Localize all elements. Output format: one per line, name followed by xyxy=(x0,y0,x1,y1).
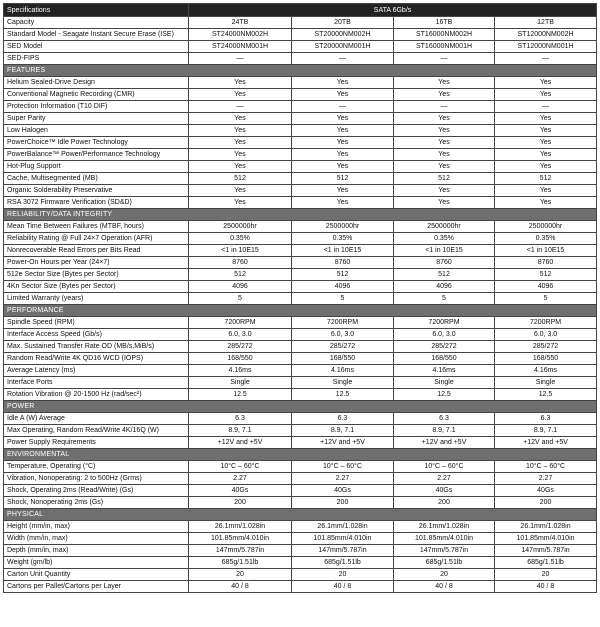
row-label: Power Supply Requirements xyxy=(4,437,189,449)
row-value: 147mm/5.787in xyxy=(189,545,292,557)
row-value: Single xyxy=(495,377,597,389)
row-value: 6.0, 3.0 xyxy=(292,329,394,341)
row-value: 10°C – 60°C xyxy=(495,461,597,473)
row-value: 20 xyxy=(189,569,292,581)
row-label: Spindle Speed (RPM) xyxy=(4,317,189,329)
row-value: 285/272 xyxy=(394,341,495,353)
row-value: 12.5 xyxy=(189,389,292,401)
row-label: Weight (gm/lb) xyxy=(4,557,189,569)
row-value: +12V and +5V xyxy=(189,437,292,449)
row-value: Yes xyxy=(189,161,292,173)
row-value: 147mm/5.787in xyxy=(292,545,394,557)
row-label: Super Parity xyxy=(4,113,189,125)
row-value: — xyxy=(394,53,495,65)
row-value: ST20000NM002H xyxy=(292,29,394,41)
row-value: 12.5 xyxy=(495,389,597,401)
row-value: Yes xyxy=(292,113,394,125)
row-value: Yes xyxy=(292,197,394,209)
row-value: 40Gs xyxy=(292,485,394,497)
row-value: 0.35% xyxy=(189,233,292,245)
row-value: 2.27 xyxy=(189,473,292,485)
row-value: Yes xyxy=(495,185,597,197)
row-label: SED-FIPS xyxy=(4,53,189,65)
section-header xyxy=(4,209,597,221)
row-value: 10°C – 60°C xyxy=(292,461,394,473)
table-row xyxy=(4,17,597,29)
row-value: 685g/1.51lb xyxy=(495,557,597,569)
row-label: Shock, Nonoperating 2ms (Gs) xyxy=(4,497,189,509)
row-label: Vibration, Nonoperating: 2 to 500Hz (Grms) xyxy=(4,473,189,485)
row-label: Height (mm/in, max) xyxy=(4,521,189,533)
row-value: 512 xyxy=(394,269,495,281)
row-label: Reliability Rating @ Full 24×7 Operation (AFR) xyxy=(4,233,189,245)
row-value: 685g/1.51lb xyxy=(189,557,292,569)
row-value: Yes xyxy=(189,125,292,137)
row-value: 2500000hr xyxy=(189,221,292,233)
row-value: 512 xyxy=(292,173,394,185)
row-value: +12V and +5V xyxy=(292,437,394,449)
row-value: 4096 xyxy=(495,281,597,293)
section-header xyxy=(4,509,597,521)
table-row xyxy=(4,545,597,557)
row-value: 2.27 xyxy=(292,473,394,485)
row-value: 2.27 xyxy=(495,473,597,485)
table-row xyxy=(4,245,597,257)
row-label: Max. Sustained Transfer Rate OD (MB/s,MiB/s) xyxy=(4,341,189,353)
row-label: Organic Solderability Preservative xyxy=(4,185,189,197)
row-label: PowerBalance™ Power/Performance Technology xyxy=(4,149,189,161)
row-value: 5 xyxy=(495,293,597,305)
row-value: Yes xyxy=(189,197,292,209)
row-value: Yes xyxy=(394,125,495,137)
row-label: Idle A (W) Average xyxy=(4,413,189,425)
row-value: Yes xyxy=(292,125,394,137)
table-row xyxy=(4,125,597,137)
row-value: <1 in 10E15 xyxy=(292,245,394,257)
row-value: <1 in 10E15 xyxy=(495,245,597,257)
row-label: Cache, Multisegmented (MB) xyxy=(4,173,189,185)
table-body xyxy=(4,4,597,593)
row-value: 5 xyxy=(292,293,394,305)
row-value: Yes xyxy=(495,113,597,125)
table-row xyxy=(4,437,597,449)
row-label: Capacity xyxy=(4,17,189,29)
row-value: 7200RPM xyxy=(292,317,394,329)
row-label: Helium Sealed-Drive Design xyxy=(4,77,189,89)
row-value: 40 / 8 xyxy=(292,581,394,593)
row-value: 0.35% xyxy=(495,233,597,245)
row-label: SED Model xyxy=(4,41,189,53)
row-value: 40Gs xyxy=(495,485,597,497)
row-value: 40 / 8 xyxy=(495,581,597,593)
row-value: Yes xyxy=(394,113,495,125)
row-value: 2.27 xyxy=(394,473,495,485)
row-label: Standard Model - Seagate Instant Secure Erase (ISE) xyxy=(4,29,189,41)
section-header xyxy=(4,449,597,461)
table-row xyxy=(4,473,597,485)
row-label: Width (mm/in, max) xyxy=(4,533,189,545)
row-value: <1 in 10E15 xyxy=(189,245,292,257)
table-row xyxy=(4,329,597,341)
table-row xyxy=(4,101,597,113)
table-row xyxy=(4,485,597,497)
row-label: Interface Ports xyxy=(4,377,189,389)
table-row xyxy=(4,257,597,269)
section-title: ENVIRONMENTAL xyxy=(4,449,597,461)
row-label: 4Kn Sector Size (Bytes per Sector) xyxy=(4,281,189,293)
row-value: 26.1mm/1.028in xyxy=(495,521,597,533)
row-label: Mean Time Between Failures (MTBF, hours) xyxy=(4,221,189,233)
row-value: 4096 xyxy=(189,281,292,293)
row-value: 685g/1.51lb xyxy=(292,557,394,569)
row-value: 101.85mm/4.010in xyxy=(495,533,597,545)
table-row xyxy=(4,269,597,281)
row-value: 8.9, 7.1 xyxy=(394,425,495,437)
row-value: Yes xyxy=(292,185,394,197)
row-value: Yes xyxy=(394,197,495,209)
table-row xyxy=(4,185,597,197)
row-value: ST24000NM002H xyxy=(189,29,292,41)
row-value: 512 xyxy=(189,269,292,281)
row-value: 512 xyxy=(495,173,597,185)
interface-header: SATA 6Gb/s xyxy=(189,4,597,17)
row-value: 200 xyxy=(292,497,394,509)
table-row xyxy=(4,221,597,233)
table-row xyxy=(4,149,597,161)
row-value: 8.9, 7.1 xyxy=(189,425,292,437)
row-value: 8760 xyxy=(189,257,292,269)
table-row xyxy=(4,29,597,41)
row-value: 10°C – 60°C xyxy=(394,461,495,473)
row-label: Conventional Magnetic Recording (CMR) xyxy=(4,89,189,101)
row-label: Nonrecoverable Read Errors per Bits Read xyxy=(4,245,189,257)
section-title: RELIABILITY/DATA INTEGRITY xyxy=(4,209,597,221)
row-label: Temperature, Operating (°C) xyxy=(4,461,189,473)
row-value: 20 xyxy=(292,569,394,581)
table-row xyxy=(4,317,597,329)
section-title: PHYSICAL xyxy=(4,509,597,521)
row-label: Limited Warranty (years) xyxy=(4,293,189,305)
row-value: ST20000NM001H xyxy=(292,41,394,53)
row-label: Hot-Plug Support xyxy=(4,161,189,173)
table-row xyxy=(4,161,597,173)
row-label: 512e Sector Size (Bytes per Sector) xyxy=(4,269,189,281)
row-value: 5 xyxy=(189,293,292,305)
row-value: 12TB xyxy=(495,17,597,29)
header-label: Specifications xyxy=(4,4,189,17)
table-row xyxy=(4,353,597,365)
row-value: 16TB xyxy=(394,17,495,29)
row-value: +12V and +5V xyxy=(495,437,597,449)
row-value: ST16000NM002H xyxy=(394,29,495,41)
table-row xyxy=(4,53,597,65)
table-row xyxy=(4,497,597,509)
row-label: PowerChoice™ Idle Power Technology xyxy=(4,137,189,149)
row-label: Interface Access Speed (Gb/s) xyxy=(4,329,189,341)
row-value: — xyxy=(292,53,394,65)
row-value: 8760 xyxy=(495,257,597,269)
row-value: 4096 xyxy=(292,281,394,293)
table-row xyxy=(4,293,597,305)
row-label: Low Halogen xyxy=(4,125,189,137)
row-value: 147mm/5.787in xyxy=(394,545,495,557)
row-value: 6.0, 3.0 xyxy=(495,329,597,341)
table-row xyxy=(4,533,597,545)
row-value: 512 xyxy=(495,269,597,281)
row-value: 40Gs xyxy=(189,485,292,497)
row-value: 8.9, 7.1 xyxy=(292,425,394,437)
row-value: 6.3 xyxy=(394,413,495,425)
row-value: Yes xyxy=(394,161,495,173)
table-row xyxy=(4,41,597,53)
row-value: <1 in 10E15 xyxy=(394,245,495,257)
table-row xyxy=(4,281,597,293)
table-row xyxy=(4,365,597,377)
row-value: 168/550 xyxy=(495,353,597,365)
table-row xyxy=(4,389,597,401)
row-value: 168/550 xyxy=(292,353,394,365)
row-value: 6.3 xyxy=(292,413,394,425)
row-value: Yes xyxy=(189,149,292,161)
row-value: 6.3 xyxy=(189,413,292,425)
row-value: 24TB xyxy=(189,17,292,29)
row-value: 168/550 xyxy=(189,353,292,365)
row-value: — xyxy=(495,101,597,113)
row-value: 26.1mm/1.028in xyxy=(394,521,495,533)
row-value: 20 xyxy=(495,569,597,581)
table-row xyxy=(4,137,597,149)
table-row xyxy=(4,413,597,425)
row-value: 4.16ms xyxy=(394,365,495,377)
row-value: Yes xyxy=(292,137,394,149)
row-label: Random Read/Write 4K QD16 WCD (IOPS) xyxy=(4,353,189,365)
row-value: Yes xyxy=(495,197,597,209)
row-value: Yes xyxy=(394,185,495,197)
row-value: 285/272 xyxy=(495,341,597,353)
row-value: 512 xyxy=(292,269,394,281)
section-header xyxy=(4,401,597,413)
row-value: Yes xyxy=(495,137,597,149)
row-value: 12.5 xyxy=(292,389,394,401)
row-value: 101.85mm/4.010in xyxy=(189,533,292,545)
row-value: — xyxy=(495,53,597,65)
section-title: PERFORMANCE xyxy=(4,305,597,317)
row-value: Yes xyxy=(292,149,394,161)
row-value: 101.85mm/4.010in xyxy=(292,533,394,545)
row-value: 7200RPM xyxy=(394,317,495,329)
row-value: Single xyxy=(394,377,495,389)
row-value: 6.3 xyxy=(495,413,597,425)
row-value: Yes xyxy=(394,149,495,161)
row-value: 4.16ms xyxy=(292,365,394,377)
table-row xyxy=(4,425,597,437)
section-header xyxy=(4,65,597,77)
row-value: — xyxy=(394,101,495,113)
section-title: POWER xyxy=(4,401,597,413)
row-label: Protection Information (T10 DIF) xyxy=(4,101,189,113)
row-value: 200 xyxy=(495,497,597,509)
row-value: 7200RPM xyxy=(189,317,292,329)
row-value: 285/272 xyxy=(189,341,292,353)
row-value: 101.85mm/4.010in xyxy=(394,533,495,545)
row-value: 5 xyxy=(394,293,495,305)
table-row xyxy=(4,341,597,353)
row-value: 26.1mm/1.028in xyxy=(189,521,292,533)
row-value: Yes xyxy=(292,77,394,89)
row-value: 40 / 8 xyxy=(394,581,495,593)
table-row xyxy=(4,113,597,125)
row-value: 512 xyxy=(394,173,495,185)
row-value: Yes xyxy=(189,185,292,197)
row-value: 4.16ms xyxy=(495,365,597,377)
row-value: Yes xyxy=(189,89,292,101)
table-header-row xyxy=(4,4,597,17)
table-row xyxy=(4,197,597,209)
spec-sheet xyxy=(3,3,596,593)
row-value: ST12000NM002H xyxy=(495,29,597,41)
row-value: 26.1mm/1.028in xyxy=(292,521,394,533)
row-label: Power-On Hours per Year (24×7) xyxy=(4,257,189,269)
row-value: 200 xyxy=(394,497,495,509)
row-label: Rotation Vibration @ 20-1500 Hz (rad/sec²) xyxy=(4,389,189,401)
row-value: 40Gs xyxy=(394,485,495,497)
table-row xyxy=(4,581,597,593)
row-value: 512 xyxy=(189,173,292,185)
row-value: Yes xyxy=(495,125,597,137)
row-value: Yes xyxy=(495,149,597,161)
row-value: 200 xyxy=(189,497,292,509)
row-value: — xyxy=(292,101,394,113)
row-label: Cartons per Pallet/Cartons per Layer xyxy=(4,581,189,593)
row-value: Yes xyxy=(495,77,597,89)
row-value: Yes xyxy=(292,161,394,173)
table-row xyxy=(4,569,597,581)
row-value: ST24000NM001H xyxy=(189,41,292,53)
row-value: 685g/1.51lb xyxy=(394,557,495,569)
row-label: RSA 3072 Firmware Verification (SD&D) xyxy=(4,197,189,209)
row-label: Depth (mm/in, max) xyxy=(4,545,189,557)
row-value: 8760 xyxy=(394,257,495,269)
table-row xyxy=(4,89,597,101)
row-value: 0.35% xyxy=(394,233,495,245)
row-value: Single xyxy=(189,377,292,389)
row-value: — xyxy=(189,53,292,65)
row-value: 6.0, 3.0 xyxy=(394,329,495,341)
table-row xyxy=(4,557,597,569)
table-row xyxy=(4,377,597,389)
row-value: 2500000hr xyxy=(495,221,597,233)
row-value: 2500000hr xyxy=(394,221,495,233)
table-row xyxy=(4,233,597,245)
row-value: ST16000NM001H xyxy=(394,41,495,53)
row-label: Carton Unit Quantity xyxy=(4,569,189,581)
table-row xyxy=(4,77,597,89)
row-value: Yes xyxy=(189,77,292,89)
row-value: — xyxy=(189,101,292,113)
row-value: 20 xyxy=(394,569,495,581)
row-value: Yes xyxy=(189,113,292,125)
row-value: 4096 xyxy=(394,281,495,293)
row-value: 12.5 xyxy=(394,389,495,401)
specifications-table xyxy=(3,3,597,593)
row-value: +12V and +5V xyxy=(394,437,495,449)
section-header xyxy=(4,305,597,317)
row-value: 7200RPM xyxy=(495,317,597,329)
row-value: Single xyxy=(292,377,394,389)
row-value: Yes xyxy=(394,89,495,101)
row-value: ST12000NM001H xyxy=(495,41,597,53)
row-value: Yes xyxy=(495,89,597,101)
row-value: 147mm/5.787in xyxy=(495,545,597,557)
row-value: Yes xyxy=(394,137,495,149)
row-label: Average Latency (ms) xyxy=(4,365,189,377)
section-title: FEATURES xyxy=(4,65,597,77)
row-value: 285/272 xyxy=(292,341,394,353)
row-value: Yes xyxy=(394,77,495,89)
row-value: Yes xyxy=(189,137,292,149)
table-row xyxy=(4,521,597,533)
row-value: 40 / 8 xyxy=(189,581,292,593)
row-value: 8760 xyxy=(292,257,394,269)
row-value: Yes xyxy=(495,161,597,173)
row-value: 0.35% xyxy=(292,233,394,245)
table-row xyxy=(4,461,597,473)
row-value: 20TB xyxy=(292,17,394,29)
row-value: 168/550 xyxy=(394,353,495,365)
row-value: 6.0, 3.0 xyxy=(189,329,292,341)
row-value: 10°C – 60°C xyxy=(189,461,292,473)
table-row xyxy=(4,173,597,185)
row-value: Yes xyxy=(292,89,394,101)
row-value: 8.9, 7.1 xyxy=(495,425,597,437)
row-value: 4.16ms xyxy=(189,365,292,377)
row-label: Shock, Operating 2ms (Read/Write) (Gs) xyxy=(4,485,189,497)
row-value: 2500000hr xyxy=(292,221,394,233)
row-label: Max Operating, Random Read/Write 4K/16Q (W) xyxy=(4,425,189,437)
